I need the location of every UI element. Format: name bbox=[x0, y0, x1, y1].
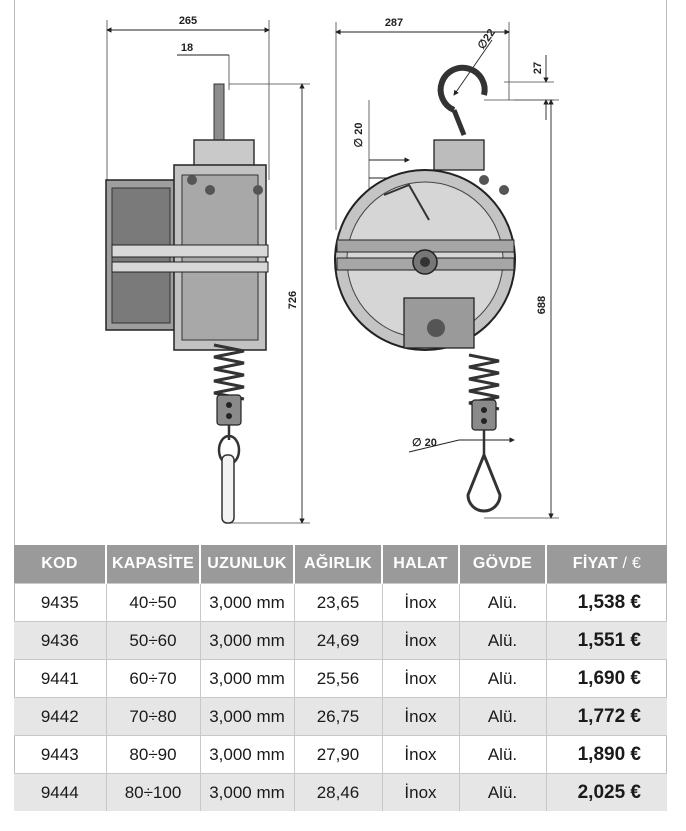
cell-kod: 9436 bbox=[14, 622, 106, 660]
cell-govde: Alü. bbox=[459, 622, 546, 660]
cell-halat: İnox bbox=[382, 736, 459, 774]
cell-fiyat bbox=[546, 698, 667, 736]
table-row bbox=[14, 622, 667, 660]
table-row bbox=[14, 584, 667, 622]
price-currency: € bbox=[630, 705, 641, 727]
cell-agirlik: 23,65 bbox=[294, 584, 382, 622]
dim-front-hook-height: 27 bbox=[532, 61, 544, 75]
price-value: 1,772 bbox=[577, 705, 626, 727]
side-view bbox=[106, 15, 310, 523]
cell-kod: 9444 bbox=[14, 774, 106, 812]
cell-halat: İnox bbox=[382, 622, 459, 660]
cell-halat: İnox bbox=[382, 774, 459, 812]
price-value: 1,538 bbox=[577, 591, 626, 613]
header-fiyat-unit: / € bbox=[617, 555, 642, 572]
dim-side-height: 726 bbox=[287, 290, 299, 310]
cell-kod: 9442 bbox=[14, 698, 106, 736]
dim-side-offset: 18 bbox=[180, 42, 194, 54]
header-fiyat-label: FİYAT bbox=[572, 555, 618, 572]
price-value: 1,890 bbox=[577, 743, 626, 765]
table-header-row bbox=[14, 545, 667, 584]
dim-front-hook-dia: ∅22 bbox=[475, 26, 498, 52]
dim-front-bottom-dia: ∅ 20 bbox=[412, 437, 437, 449]
cell-govde: Alü. bbox=[459, 736, 546, 774]
price-currency: € bbox=[630, 591, 641, 613]
cell-uzunluk: 3,000 mm bbox=[200, 698, 294, 736]
cell-kapasite: 80÷100 bbox=[106, 774, 200, 812]
header-halat: HALAT bbox=[382, 545, 459, 584]
price-value: 1,690 bbox=[577, 667, 626, 689]
cell-agirlik: 24,69 bbox=[294, 622, 382, 660]
table-row bbox=[14, 736, 667, 774]
cell-kapasite: 60÷70 bbox=[106, 660, 200, 698]
cell-uzunluk: 3,000 mm bbox=[200, 622, 294, 660]
front-view bbox=[335, 17, 559, 518]
price-value: 2,025 bbox=[577, 781, 626, 803]
price-currency: € bbox=[630, 781, 641, 803]
header-uzunluk: UZUNLUK bbox=[200, 545, 294, 584]
cell-agirlik: 26,75 bbox=[294, 698, 382, 736]
price-currency: € bbox=[630, 629, 641, 651]
dim-front-cable-dia: ∅ 20 bbox=[353, 122, 365, 148]
cell-uzunluk: 3,000 mm bbox=[200, 660, 294, 698]
table-row bbox=[14, 660, 667, 698]
header-govde: GÖVDE bbox=[459, 545, 546, 584]
dim-front-height: 688 bbox=[536, 295, 548, 315]
cell-uzunluk: 3,000 mm bbox=[200, 736, 294, 774]
technical-drawing bbox=[14, 0, 667, 545]
price-value: 1,551 bbox=[577, 629, 626, 651]
dim-side-width: 265 bbox=[178, 15, 198, 27]
table-row bbox=[14, 698, 667, 736]
cell-govde: Alü. bbox=[459, 774, 546, 812]
cell-uzunluk: 3,000 mm bbox=[200, 774, 294, 812]
cell-agirlik: 28,46 bbox=[294, 774, 382, 812]
dim-front-width: 287 bbox=[384, 17, 404, 29]
cell-kapasite: 80÷90 bbox=[106, 736, 200, 774]
table-row bbox=[14, 774, 667, 812]
header-kapasite: KAPASİTE bbox=[106, 545, 200, 584]
cell-govde: Alü. bbox=[459, 698, 546, 736]
cell-kod: 9443 bbox=[14, 736, 106, 774]
cell-uzunluk: 3,000 mm bbox=[200, 584, 294, 622]
price-currency: € bbox=[630, 667, 641, 689]
cell-kod: 9435 bbox=[14, 584, 106, 622]
cell-fiyat bbox=[546, 622, 667, 660]
cell-kapasite: 40÷50 bbox=[106, 584, 200, 622]
cell-fiyat bbox=[546, 774, 667, 812]
cell-govde: Alü. bbox=[459, 660, 546, 698]
spec-table bbox=[14, 545, 667, 811]
cell-agirlik: 25,56 bbox=[294, 660, 382, 698]
cell-fiyat bbox=[546, 736, 667, 774]
cell-fiyat bbox=[546, 584, 667, 622]
cell-govde: Alü. bbox=[459, 584, 546, 622]
header-kod: KOD bbox=[14, 545, 106, 584]
header-fiyat bbox=[546, 545, 667, 584]
cell-kod: 9441 bbox=[14, 660, 106, 698]
header-agirlik: AĞIRLIK bbox=[294, 545, 382, 584]
cell-kapasite: 70÷80 bbox=[106, 698, 200, 736]
cell-agirlik: 27,90 bbox=[294, 736, 382, 774]
cell-halat: İnox bbox=[382, 584, 459, 622]
cell-halat: İnox bbox=[382, 698, 459, 736]
cell-halat: İnox bbox=[382, 660, 459, 698]
price-currency: € bbox=[630, 743, 641, 765]
cell-fiyat bbox=[546, 660, 667, 698]
cell-kapasite: 50÷60 bbox=[106, 622, 200, 660]
